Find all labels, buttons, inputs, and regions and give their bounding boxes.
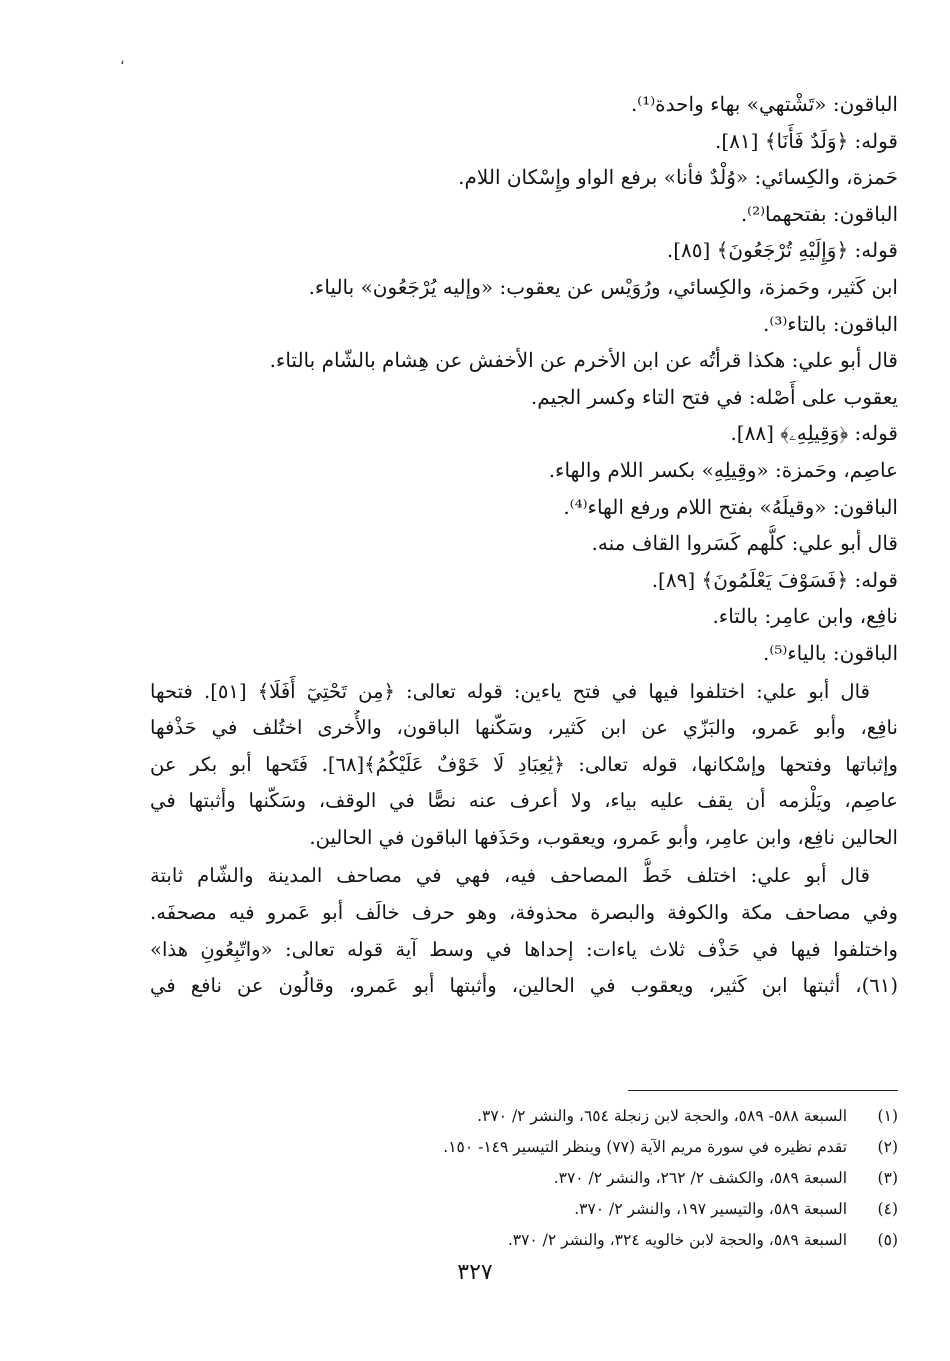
text-line: الباقون: بالتاء⁽³⁾. — [763, 311, 898, 336]
text-line: الباقون: بفتحهما⁽²⁾. — [740, 201, 898, 226]
paragraph-line: وإثباتها وفتحها وإسْكانها، قوله تعالى: ﴿يَٰعِبَادِ لَا خَوْفٌ عَلَيْكُمُ﴾[٦٨]. فَتَحها أبو بكر عن — [150, 752, 898, 776]
text-line: يعقوب على أَصْله: في فتح التاء وكسر الجيم. — [530, 384, 898, 409]
paragraph-line: الحالين نافِع، وابن عامِر، وأبو عَمرو، ويعقوب، وحَذَفها الباقون في الحالين. — [309, 825, 898, 849]
text-line: حَمزة، والكِسائي: «وُلْدٌ فأنا» برفع الواو وإِسْكان اللام. — [458, 165, 898, 190]
footnotes — [150, 1101, 898, 1256]
text-line: الباقون: «وقيلَهُ» بفتح اللام ورفع الهاء⁽⁴⁾. — [563, 494, 898, 519]
footnote — [150, 1194, 898, 1225]
main-text — [150, 86, 898, 1005]
footnote — [150, 1225, 898, 1256]
footnote — [150, 1132, 898, 1163]
footnote-separator — [628, 1090, 898, 1091]
footnote — [150, 1101, 898, 1132]
text-line: الباقون: «تَشْتهي» بهاء واحدة⁽¹⁾. — [630, 92, 898, 116]
text-line: قال أبو علي: هكذا قرأتُه عن ابن الأخرم عن الأخفش عن هِشام بالشّام بالتاء. — [269, 348, 898, 373]
paragraph-line: واختلفوا فيها في حَذْف ثلاث ياءات: إحداها في وسط آية قوله تعالى: «واتّبِعُونِ هذا» — [150, 937, 898, 961]
paragraph-line: عاصِم، ويَلْزمه أن يقف عليه بياء، ولا أعرف عنه نصًّا في الوقف، وسَكّنها وأثبتها في — [150, 789, 898, 813]
footnote-number: (٢) — [877, 1138, 898, 1156]
footnote-text: السبعة ٥٨٩، والتيسير ١٩٧، والنشر ٢/ ٣٧٠. — [574, 1200, 848, 1218]
footnote-number: (٣) — [877, 1169, 898, 1187]
footnote-text: تقدم نظيره في سورة مريم الآية (٧٧) وينظر التيسير ١٤٩- ١٥٠. — [443, 1138, 848, 1156]
text-line: ابن كَثير، وحَمزة، والكِسائي، ورُوَيْس عن يعقوب: «وإليه يُرْجَعُون» بالياء. — [308, 274, 898, 299]
footnote-text: السبعة ٥٨٩، والحجة لابن خالويه ٣٢٤، والنشر ٢/ ٣٧٠. — [507, 1231, 848, 1249]
footnote-number: (٥) — [877, 1231, 898, 1249]
paragraph-ya-variants — [150, 674, 898, 857]
footnote-number: (١) — [877, 1107, 898, 1125]
paragraph-mushaf-script — [150, 858, 898, 1004]
corner-mark: ، — [120, 52, 125, 68]
text-line: عاصِم، وحَمزة: «وقِيلِهِ» بكسر اللام والهاء. — [548, 457, 898, 482]
text-line: الباقون: بالياء⁽⁵⁾. — [763, 640, 898, 665]
paragraph-line: قال أبو علي: اختلف خَطُّ المصاحف فيه، فهي في مصاحف المدينة والشّام ثابتة — [150, 864, 870, 888]
text-line: قال أبو علي: كلُّهم كَسَروا القاف منه. — [591, 531, 898, 556]
text-line: قوله: ﴿وَلَدٌ فَأَنَا﴾ [٨١]. — [715, 128, 898, 153]
paragraph-line: نافِع، وأبو عَمرو، والبَزّي عن ابن كَثير، وسَكّنها الباقون، والأُخرى اختُلف في حَذْفها — [150, 716, 898, 740]
footnote-text: السبعة ٥٨٩، والكشف ٢/ ٢٦٢، والنشر ٢/ ٣٧٠. — [553, 1169, 848, 1187]
text-line: قوله: ﴿فَسَوْفَ يَعْلَمُونَ﴾ [٨٩]. — [651, 567, 898, 592]
paragraph-line: قال أبو علي: اختلفوا فيها في فتح ياءين: قوله تعالى: ﴿مِن تَحْتِيٓ أَفَلَا﴾ [٥١]. فتحها — [150, 679, 871, 703]
text-line: قوله: ﴿وَإِلَيْهِ تُرْجَعُونَ﴾ [٨٥]. — [666, 238, 898, 263]
text-line: نافِع، وابن عامِر: بالتاء. — [712, 604, 898, 629]
footnote-number: (٤) — [877, 1200, 898, 1218]
footnote-text: السبعة ٥٨٨- ٥٨٩، والحجة لابن زنجلة ٦٥٤، والنشر ٢/ ٣٧٠. — [477, 1107, 848, 1125]
footnote — [150, 1163, 898, 1194]
paragraph-line: وفي مصاحف مكة والكوفة والبصرة محذوفة، وهو حرف خالَف أبو عَمرو فيه مصحفَه. — [150, 901, 898, 925]
page-number: ٣٢٧ — [457, 1260, 493, 1285]
text-line: قوله: ﴿وَقِيلِهِۦ﴾ [٨٨]. — [730, 421, 898, 446]
paragraph-line: (٦١)، أثبتها ابن كَثير، ويعقوب في الحالين، وأثبتها أبو عَمرو، وقالُون عن نافع في — [150, 974, 898, 998]
